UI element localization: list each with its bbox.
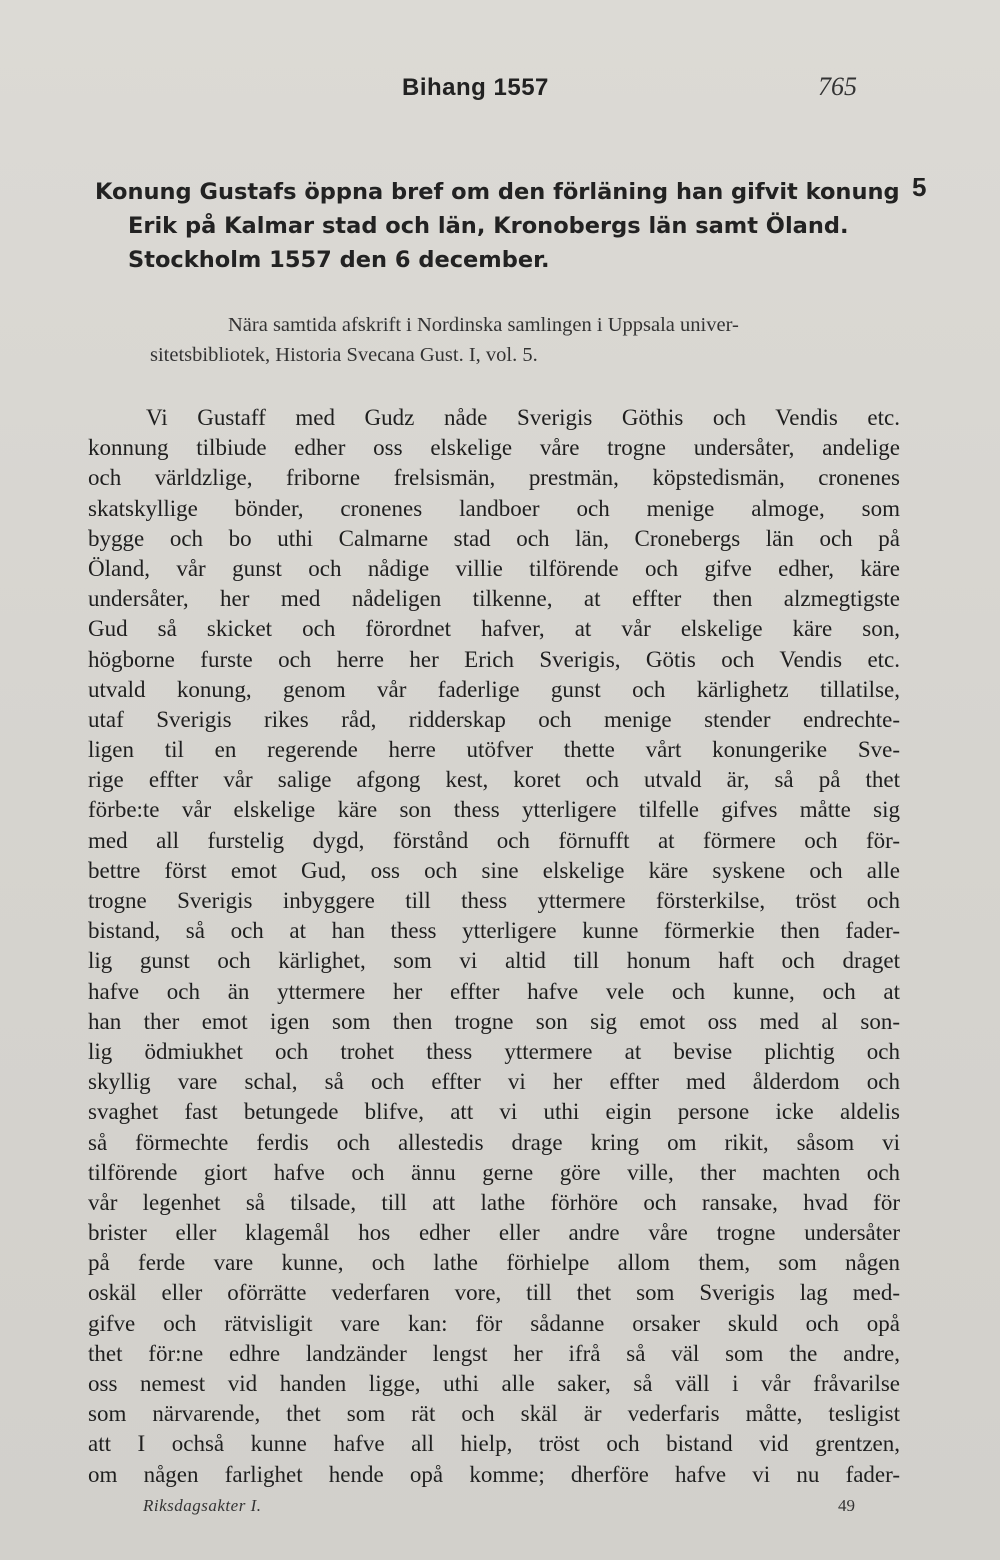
body-line: thet för:ne edhre landzänder lengst her ifrå så väl som the andre,: [88, 1340, 900, 1366]
body-line: lig ödmiukhet och trohet thess yttermere at bevise plichtig och: [88, 1038, 900, 1064]
sheet-number: 49: [838, 1496, 855, 1515]
document-number: 5: [912, 172, 927, 202]
body-line: skatskyllige bönder, cronenes landboer och menige almoge, som: [88, 495, 900, 521]
body-line: lig gunst och kärlighet, som vi altid till honum haft och draget: [88, 948, 900, 974]
body-line: på ferde vare kunne, och lathe förhielpe allom them, som någen: [88, 1250, 900, 1276]
body-line: undersåter, her med nådeligen tilkenne, at effter then alzmegtigste: [88, 586, 900, 612]
body-line: om någen farlighet hende opå komme; dherföre hafve vi nu fader-: [88, 1461, 900, 1487]
running-head-title: Bihang 1557: [402, 74, 549, 101]
body-line: så förmechte ferdis och allestedis drage kring om rikit, såsom vi: [88, 1129, 900, 1155]
body-line: Gud så skicket och förordnet hafver, at vår elskelige käre son,: [88, 616, 900, 642]
body-text: [88, 403, 900, 1490]
body-line: högborne furste och herre her Erich Sverigis, Götis och Vendis etc.: [88, 646, 900, 672]
body-line: skyllig vare schal, så och effter vi her effter med ålderdom och: [88, 1069, 900, 1095]
footer-signature: Riksdagsakter I.: [143, 1496, 262, 1515]
body-line: ligen til en regerende herre utöfver thette vårt konungerike Sve-: [88, 737, 900, 763]
title-line: Konung Gustafs öppna bref om den förläning han gifvit konung: [95, 179, 900, 205]
body-line: brister eller klagemål hos edher eller andre våre trogne undersåter: [88, 1220, 900, 1246]
body-line: han ther emot igen som then trogne son sig emot oss med al son-: [88, 1008, 900, 1034]
body-line: oskäl eller oförrätte vederfaren vore, till thet som Sverigis lag med-: [88, 1280, 900, 1306]
source-line: sitetsbibliotek, Historia Svecana Gust. I, vol. 5.: [150, 344, 538, 366]
body-line: med all furstelig dygd, förstånd och förnufft at förmere och för-: [88, 827, 900, 853]
body-line: som närvarende, thet som rät och skäl är vederfaris måtte, tesligist: [88, 1401, 900, 1427]
body-line: bistand, så och at han thess ytterligere kunne förmerkie then fader-: [88, 918, 900, 944]
body-line: rige effter vår salige afgong kest, koret och utvald är, så på thet: [88, 767, 900, 793]
body-line: bettre först emot Gud, oss och sine elskelige käre syskene och alle: [88, 857, 900, 883]
body-line: vår legenhet så tilsade, till att lathe förhöre och ransake, hvad för: [88, 1189, 900, 1215]
body-line: konnung tilbiude edher oss elskelige våre trogne undersåter, andelige: [88, 435, 900, 461]
title-line: Stockholm 1557 den 6 december.: [128, 247, 550, 273]
body-line: gifve och rätvisligit vare kan: för sådanne orsaker skuld och opå: [88, 1310, 900, 1336]
body-line: svaghet fast betungede blifve, att vi uthi eigin persone icke aldelis: [88, 1099, 900, 1125]
body-line: förbe:te vår elskelige käre son thess ytterligere tilfelle gifves måtte sig: [88, 797, 900, 823]
page-footer: [0, 1496, 1000, 1526]
body-line: utvald konung, genom vår faderlige gunst och kärlighetz tillatilse,: [88, 676, 900, 702]
running-head: [0, 70, 1000, 110]
source-line: Nära samtida afskrift i Nordinska samlingen i Uppsala univer-: [228, 314, 739, 336]
body-line: Vi Gustaff med Gudz nåde Sverigis Göthis och Vendis etc.: [146, 405, 900, 430]
body-line: Öland, vår gunst och nådige villie tilförende och gifve edher, käre: [88, 555, 900, 581]
body-line: trogne Sverigis inbyggere till thess yttermere försterkilse, tröst och: [88, 888, 900, 913]
page-number: 765: [818, 72, 857, 101]
body-line: tilförende giort hafve och ännu gerne göre ville, ther machten och: [88, 1159, 900, 1185]
body-line: hafve och än yttermere her effter hafve vele och kunne, och at: [88, 978, 900, 1004]
body-line: oss nemest vid handen ligge, uthi alle saker, så väll i vår fråvarilse: [88, 1371, 900, 1396]
body-line: och världzlige, friborne frelsismän, prestmän, köpstedismän, cronenes: [88, 465, 900, 491]
body-line: utaf Sverigis rikes råd, ridderskap och menige stender endrechte-: [88, 706, 900, 732]
source-note: [150, 310, 895, 370]
title-line: Erik på Kalmar stad och län, Kronobergs län samt Öland.: [128, 213, 849, 239]
body-line: bygge och bo uthi Calmarne stad och län, Cronebergs län och på: [88, 525, 900, 551]
document-title: [95, 175, 900, 277]
body-line: att I ochså kunne hafve all hielp, tröst och bistand vid grentzen,: [88, 1431, 900, 1457]
